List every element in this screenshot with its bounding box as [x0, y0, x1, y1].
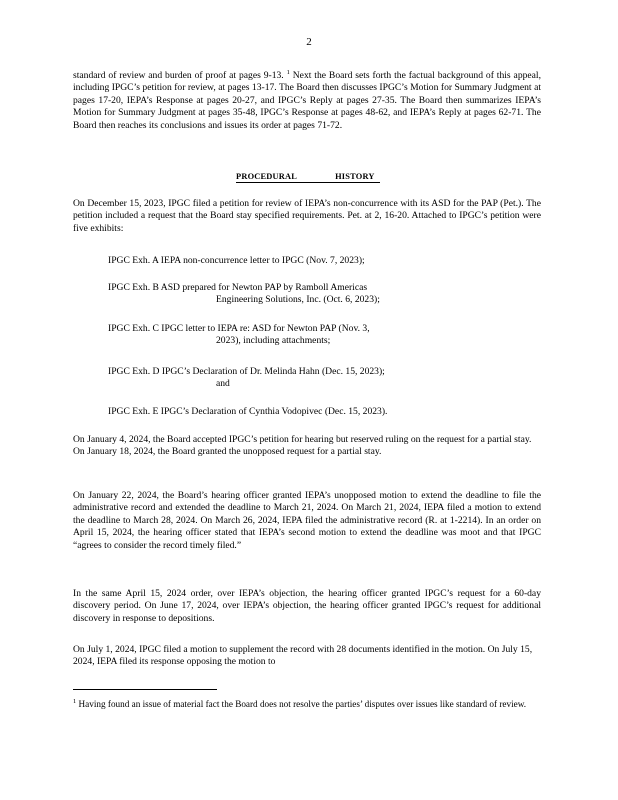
footnote-text: Having found an issue of material fact the Board does not resolve the parties’ disputes over issues like standard of review.: [76, 699, 527, 709]
footnote-divider: [73, 689, 217, 690]
exhibit-item-a: [108, 255, 468, 267]
paragraph-supplement: On July 1, 2024, IPGC filed a motion to supplement the record with 28 documents identified in the motion. On July 15, 2024, IEPA filed its response opposing the motion to: [73, 644, 533, 668]
exhibit-item-d: [108, 366, 468, 391]
paragraph-petition: On December 15, 2023, IPGC filed a petition for review of IEPA’s non-concurrence with its ASD for the PAP (Pet.). The petition included a request that the Board stay specified requirements. Pet. at 2, 16-20. Attached to IPGC’s petition were five exhibits:: [73, 198, 541, 234]
exhibit-line-continued: 2023), including attachments;: [216, 335, 331, 347]
intro-paragraph: [73, 70, 541, 132]
exhibit-item-c: [108, 323, 468, 348]
exhibit-line: IPGC Exh. E IPGC’s Declaration of Cynthia Vodopivec (Dec. 15, 2023).: [108, 406, 388, 417]
intro-text: standard of review and burden of proof at pages 9-13.: [73, 70, 287, 81]
exhibit-item-b: [108, 282, 468, 307]
paragraph-stay: On January 4, 2024, the Board accepted IPGC’s petition for hearing but reserved ruling on the request for a partial stay. On January 18, 2024, the Board granted the unopposed request for a partial stay.: [73, 434, 532, 458]
footnote-reference: 1: [286, 68, 290, 76]
paragraph-record: On January 22, 2024, the Board’s hearing officer granted IEPA’s unopposed motion to extend the deadline to file the administrative record and extended the deadline to March 21, 2024. On March 21, 2024, IEPA filed a motion to extend the deadline to March 28, 2024. On March 26, 2024, IEPA filed the administrative record (R. at 1-2214). In an order on April 15, 2024, the hearing officer stated that IEPA’s second motion to extend the deadline was moot and that IPGC “agrees to consider the record timely filed.”: [73, 490, 541, 551]
intro-text-continued: Next the Board sets forth the factual background of this appeal, including IPGC’s petition for review, at pages 13-17. The Board then discusses IPGC’s Motion for Summary Judgment at pages 17-20, IEPA’s Response at pages 20-27, and IPGC’s Reply at pages 27-35. The Board then summarizes IEPA’s Motion for Summary Judgment at pages 35-48, IPGC’s Response at pages 48-62, and IEPA’s Reply at pages 62-71. The Board then reaches its conclusions and issues its order at pages 71-72.: [73, 70, 541, 131]
section-heading: [236, 172, 380, 183]
exhibit-line-continued: Engineering Solutions, Inc. (Oct. 6, 2023);: [216, 294, 380, 306]
exhibit-line-continued: and: [216, 378, 230, 390]
page-number: 2: [306, 36, 312, 48]
section-heading-word-1: PROCEDURAL: [236, 172, 298, 181]
exhibit-item-e: [108, 406, 468, 418]
exhibit-line: IPGC Exh. D IPGC’s Declaration of Dr. Melinda Hahn (Dec. 15, 2023);: [108, 366, 385, 377]
exhibit-line: IPGC Exh. B ASD prepared for Newton PAP by Ramboll Americas: [108, 282, 368, 293]
section-heading-word-2: HISTORY: [335, 172, 375, 181]
footnote: [73, 698, 541, 710]
paragraph-discovery: In the same April 15, 2024 order, over IEPA’s objection, the hearing officer granted IPGC’s request for a 60-day discovery period. On June 17, 2024, over IEPA’s objection, the hearing officer granted IPGC’s request for additional discovery in response to depositions.: [73, 588, 541, 624]
exhibit-line: IPGC Exh. C IPGC letter to IEPA re: ASD for Newton PAP (Nov. 3,: [108, 323, 370, 334]
footnote-number: 1: [73, 697, 77, 705]
exhibit-line: IPGC Exh. A IEPA non-concurrence letter to IPGC (Nov. 7, 2023);: [108, 255, 365, 266]
